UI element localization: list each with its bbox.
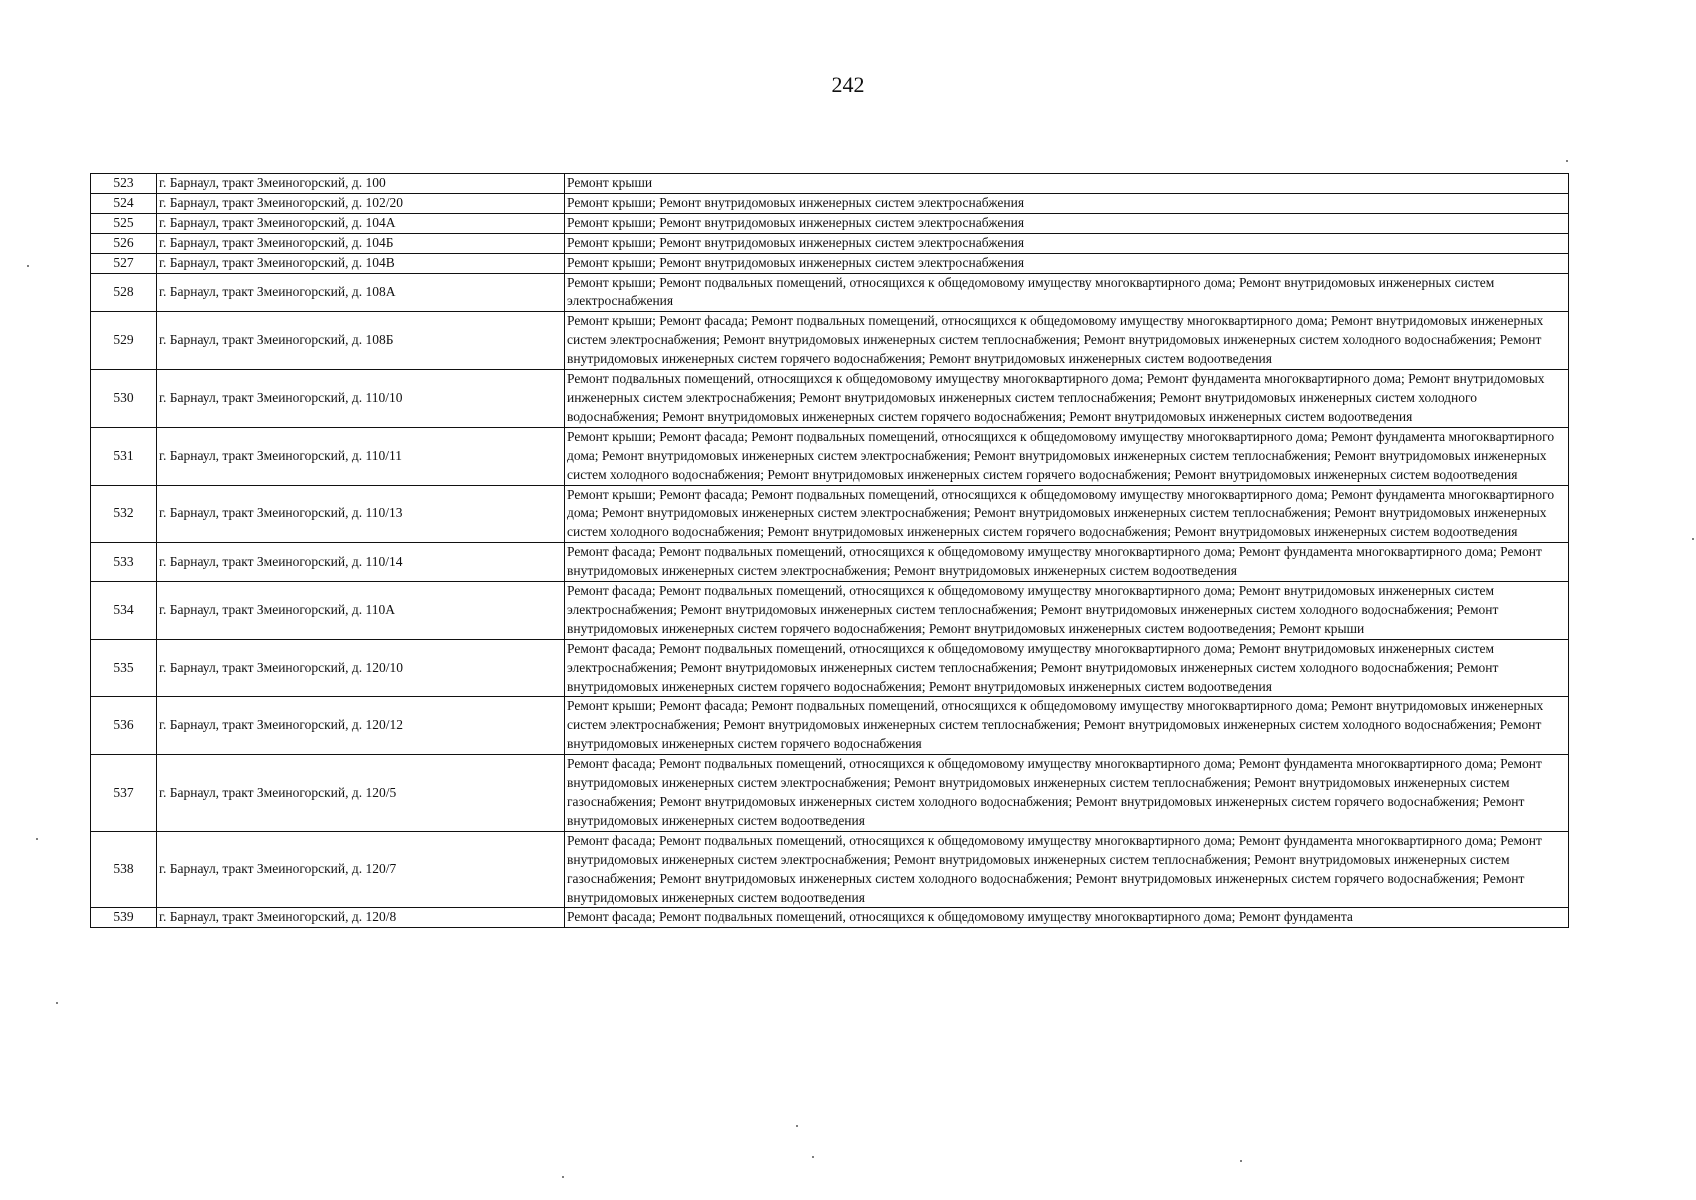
address-cell: г. Барнаул, тракт Змеиногорский, д. 100 [157,174,565,194]
table-row [91,831,1569,908]
table-row [91,485,1569,543]
row-number: 534 [91,582,157,640]
repair-works-cell: Ремонт крыши; Ремонт фасада; Ремонт подвальных помещений, относящихся к общедомовому имуществу многоквартирного дома; Ремонт фундамента многоквартирного дома; Ремонт внутридомовых инженерных систем электроснабжения; Ремонт внутридомовых инженерных систем теплоснабжения; Ремонт внутридомовых инженерных систем холодного водоснабжения; Ремонт внутридомовых инженерных систем горячего водоснабжения; Ремонт внутридомовых инженерных систем водоотведения [565,427,1569,485]
repair-works-cell: Ремонт крыши; Ремонт фасада; Ремонт подвальных помещений, относящихся к общедомовому имуществу многоквартирного дома; Ремонт внутридомовых инженерных систем электроснабжения; Ремонт внутридомовых инженерных систем теплоснабжения; Ремонт внутридомовых инженерных систем холодного водоснабжения; Ремонт внутридомовых инженерных систем горячего водоснабжения [565,697,1569,755]
row-number: 536 [91,697,157,755]
row-number: 525 [91,213,157,233]
page-number: 242 [831,72,865,97]
scan-speck [562,1176,564,1178]
row-number: 538 [91,831,157,908]
address-cell: г. Барнаул, тракт Змеиногорский, д. 110/13 [157,485,565,543]
scan-speck [812,1156,814,1158]
table-row [91,370,1569,428]
repair-works-cell: Ремонт крыши; Ремонт внутридомовых инженерных систем электроснабжения [565,213,1569,233]
repair-works-cell: Ремонт крыши; Ремонт фасада; Ремонт подвальных помещений, относящихся к общедомовому имуществу многоквартирного дома; Ремонт фундамента многоквартирного дома; Ремонт внутридомовых инженерных систем электроснабжения; Ремонт внутридомовых инженерных систем теплоснабжения; Ремонт внутридомовых инженерных систем холодного водоснабжения; Ремонт внутридомовых инженерных систем горячего водоснабжения; Ремонт внутридомовых инженерных систем водоотведения [565,485,1569,543]
repair-works-cell: Ремонт фасада; Ремонт подвальных помещений, относящихся к общедомовому имуществу многоквартирного дома; Ремонт фундамента многоквартирного дома; Ремонт внутридомовых инженерных систем электроснабжения; Ремонт внутридомовых инженерных систем теплоснабжения; Ремонт внутридомовых инженерных систем газоснабжения; Ремонт внутридомовых инженерных систем холодного водоснабжения; Ремонт внутридомовых инженерных систем горячего водоснабжения; Ремонт внутридомовых инженерных систем водоотведения [565,831,1569,908]
table-row [91,273,1569,312]
row-number: 535 [91,639,157,697]
table-row [91,193,1569,213]
scan-speck [56,1002,58,1004]
repair-works-cell: Ремонт фасада; Ремонт подвальных помещений, относящихся к общедомовому имуществу многоквартирного дома; Ремонт фундамента [565,908,1569,928]
repair-works-cell: Ремонт крыши; Ремонт внутридомовых инженерных систем электроснабжения [565,233,1569,253]
row-number: 533 [91,543,157,582]
repair-works-cell: Ремонт крыши; Ремонт подвальных помещений, относящихся к общедомовому имуществу многоквартирного дома; Ремонт внутридомовых инженерных систем электроснабжения [565,273,1569,312]
scan-speck [1692,538,1694,540]
repair-works-cell: Ремонт фасада; Ремонт подвальных помещений, относящихся к общедомовому имуществу многоквартирного дома; Ремонт фундамента многоквартирного дома; Ремонт внутридомовых инженерных систем электроснабжения; Ремонт внутридомовых инженерных систем водоотведения [565,543,1569,582]
scan-speck [27,265,29,267]
row-number: 537 [91,755,157,832]
repair-works-cell: Ремонт крыши; Ремонт внутридомовых инженерных систем электроснабжения [565,193,1569,213]
row-number: 526 [91,233,157,253]
address-cell: г. Барнаул, тракт Змеиногорский, д. 110А [157,582,565,640]
table-row [91,755,1569,832]
table-row [91,639,1569,697]
table-row [91,908,1569,928]
address-cell: г. Барнаул, тракт Змеиногорский, д. 120/10 [157,639,565,697]
scan-speck [36,838,38,840]
repair-works-cell: Ремонт фасада; Ремонт подвальных помещений, относящихся к общедомовому имуществу многоквартирного дома; Ремонт внутридомовых инженерных систем электроснабжения; Ремонт внутридомовых инженерных систем теплоснабжения; Ремонт внутридомовых инженерных систем холодного водоснабжения; Ремонт внутридомовых инженерных систем горячего водоснабжения; Ремонт внутридомовых инженерных систем водоотведения [565,639,1569,697]
address-cell: г. Барнаул, тракт Змеиногорский, д. 104Б [157,233,565,253]
table-row [91,213,1569,233]
table-row [91,233,1569,253]
scan-speck [796,1125,798,1127]
repair-works-cell: Ремонт фасада; Ремонт подвальных помещений, относящихся к общедомовому имуществу многоквартирного дома; Ремонт фундамента многоквартирного дома; Ремонт внутридомовых инженерных систем электроснабжения; Ремонт внутридомовых инженерных систем теплоснабжения; Ремонт внутридомовых инженерных систем газоснабжения; Ремонт внутридомовых инженерных систем холодного водоснабжения; Ремонт внутридомовых инженерных систем горячего водоснабжения; Ремонт внутридомовых инженерных систем водоотведения [565,755,1569,832]
address-cell: г. Барнаул, тракт Змеиногорский, д. 110/11 [157,427,565,485]
repair-works-cell: Ремонт крыши; Ремонт внутридомовых инженерных систем электроснабжения [565,253,1569,273]
address-cell: г. Барнаул, тракт Змеиногорский, д. 108А [157,273,565,312]
table-row [91,312,1569,370]
address-cell: г. Барнаул, тракт Змеиногорский, д. 104В [157,253,565,273]
address-cell: г. Барнаул, тракт Змеиногорский, д. 102/20 [157,193,565,213]
address-cell: г. Барнаул, тракт Змеиногорский, д. 120/12 [157,697,565,755]
table-row [91,697,1569,755]
row-number: 532 [91,485,157,543]
repair-schedule-table [90,173,1569,928]
scan-speck [1566,160,1568,162]
address-cell: г. Барнаул, тракт Змеиногорский, д. 108Б [157,312,565,370]
row-number: 523 [91,174,157,194]
repair-works-cell: Ремонт подвальных помещений, относящихся к общедомовому имуществу многоквартирного дома; Ремонт фундамента многоквартирного дома; Ремонт внутридомовых инженерных систем электроснабжения; Ремонт внутридомовых инженерных систем теплоснабжения; Ремонт внутридомовых инженерных систем холодного водоснабжения; Ремонт внутридомовых инженерных систем горячего водоснабжения; Ремонт внутридомовых инженерных систем водоотведения [565,370,1569,428]
repair-works-cell: Ремонт крыши; Ремонт фасада; Ремонт подвальных помещений, относящихся к общедомовому имуществу многоквартирного дома; Ремонт внутридомовых инженерных систем электроснабжения; Ремонт внутридомовых инженерных систем теплоснабжения; Ремонт внутридомовых инженерных систем холодного водоснабжения; Ремонт внутридомовых инженерных систем горячего водоснабжения; Ремонт внутридомовых инженерных систем водоотведения [565,312,1569,370]
address-cell: г. Барнаул, тракт Змеиногорский, д. 120/8 [157,908,565,928]
table-body [91,174,1569,928]
address-cell: г. Барнаул, тракт Змеиногорский, д. 104А [157,213,565,233]
row-number: 530 [91,370,157,428]
row-number: 528 [91,273,157,312]
address-cell: г. Барнаул, тракт Змеиногорский, д. 120/7 [157,831,565,908]
table-row [91,174,1569,194]
row-number: 527 [91,253,157,273]
scan-speck [1240,1160,1242,1162]
address-cell: г. Барнаул, тракт Змеиногорский, д. 110/10 [157,370,565,428]
table-row [91,582,1569,640]
repair-works-cell: Ремонт фасада; Ремонт подвальных помещений, относящихся к общедомовому имуществу многоквартирного дома; Ремонт внутридомовых инженерных систем электроснабжения; Ремонт внутридомовых инженерных систем теплоснабжения; Ремонт внутридомовых инженерных систем холодного водоснабжения; Ремонт внутридомовых инженерных систем горячего водоснабжения; Ремонт внутридомовых инженерных систем водоотведения; Ремонт крыши [565,582,1569,640]
repair-works-cell: Ремонт крыши [565,174,1569,194]
row-number: 529 [91,312,157,370]
table-row [91,427,1569,485]
table-row [91,253,1569,273]
row-number: 531 [91,427,157,485]
row-number: 539 [91,908,157,928]
row-number: 524 [91,193,157,213]
address-cell: г. Барнаул, тракт Змеиногорский, д. 120/5 [157,755,565,832]
address-cell: г. Барнаул, тракт Змеиногорский, д. 110/14 [157,543,565,582]
table-row [91,543,1569,582]
